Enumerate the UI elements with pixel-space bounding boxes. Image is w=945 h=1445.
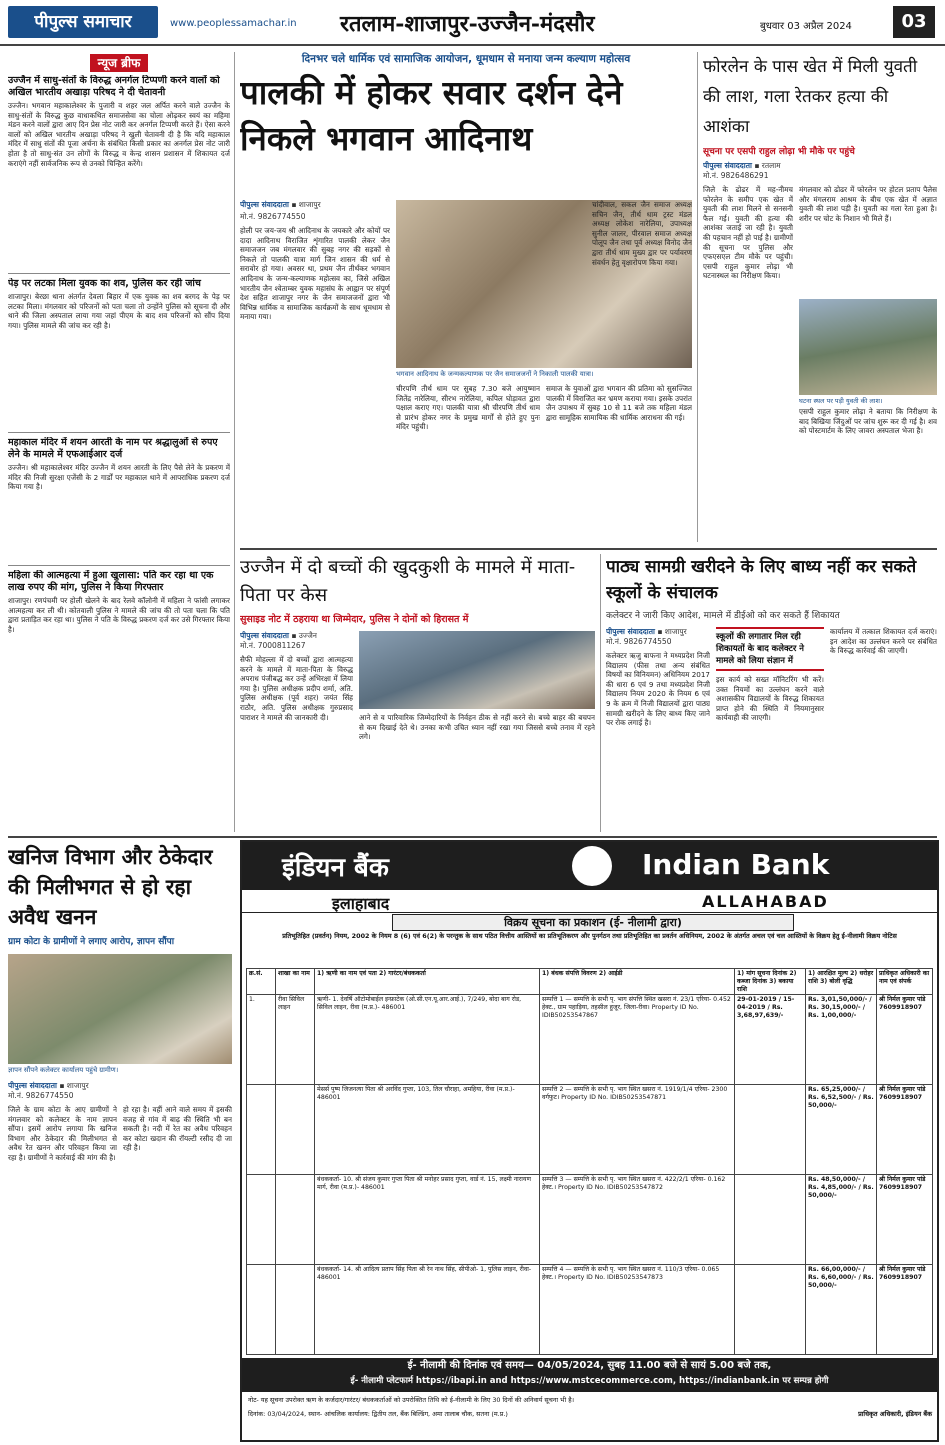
cell-branch — [276, 1265, 315, 1355]
mining-body-1: जिले के ग्राम कोटा के आए ग्रामीणों ने मंगलवार को कलेक्टर के नाम ज्ञापन सौंपा। इसमें आरोप लगाया कि खनिज विभाग और ठेकेदार की मिलीभगत से अवैध रेत खनन और परिवहन किया जा रहा है। ग्रामीणों ने कार्रवाई की मांग की है। — [8, 1105, 117, 1162]
table-row[interactable] — [247, 1175, 933, 1265]
allahabad-hindi: इलाहाबाद — [332, 894, 390, 913]
suicide-subhead: सुसाइड नोट में ठहराया था जिम्मेदार, पुलिस ने दोनों को हिरासत में — [240, 614, 469, 625]
cell-branch — [276, 1085, 315, 1175]
cell-reserve: Rs. 3,01,50,000/- / Rs. 30,15,000/- / Rs. 1,00,000/- — [806, 995, 877, 1085]
column-divider — [600, 554, 601, 832]
table-header-row — [247, 969, 933, 995]
crime-headline: फोरलेन के पास खेत में मिली युवती की लाश, गला रेतकर हत्या की आशंका — [703, 57, 918, 137]
cell-borrower: बंधककर्ता- 14. श्री आदित्य प्रताप सिंह पिता श्री रेन नाथ सिंह, सीपीओ- 1, पुलिस लाइन, रीवा- 486001 — [315, 1265, 540, 1355]
ad-signatory: प्राधिकृत अधिकारी, इंडियन बैंक — [858, 1410, 932, 1418]
cell-dates: 29-01-2019 / 15-04-2019 / Rs. 3,68,97,639/- — [735, 995, 806, 1085]
table-row[interactable] — [247, 1265, 933, 1355]
header-cell: 1) बंधक संपत्ति विवरण 2) आईडी — [540, 969, 735, 995]
cell-officer: श्री निर्मल कुमार पांडे 7609918907 — [877, 995, 933, 1085]
suicide-body-2: आने से व पारिवारिक जिम्मेदारियों के निर्वहन ठीक से नहीं करने से। बच्चे बाहर की बचपन से कम दिखाई देते थे। उनका कभी उचित ध्यान नहीं रखा गया जिससे बच्चे तनाव में रहने लगे। — [359, 713, 595, 742]
newspaper-logo[interactable]: पीपुल्स समाचार — [8, 6, 158, 38]
cell-officer: श्री निर्मल कुमार पांडे 7609918907 — [877, 1265, 933, 1355]
notice-title: विक्रय सूचना का प्रकाशन (ई- नीलामी द्वारा) — [392, 914, 794, 931]
cell-officer: श्री निर्मल कुमार पांडे 7609918907 — [877, 1175, 933, 1265]
brief-body: शाजापुर। बेरछा थाना अंतर्गत देवला बिहार में एक युवक का शव बरगद के पेड़ पर लटका मिला। मंगलवार को परिजनों को पता चला तो उन्होंने पुलिस को सूचना दी और थाने की जिला अस्पताल लाया गया जहां पीएम के बाद शव परिजनों को सौंप दिया गया। पुलिस मामले की जांच कर रही है। — [8, 292, 230, 330]
brief-body: उज्जैन। भगवान महाकालेश्वर के पुजारी व शहर जल अर्पित करने वाले उज्जैन के साधु-संतों के विरुद्ध कुछ वाधाकथित समाजसेवा का चोला ओढ़कर स्वयं का महिमा मंडन करने वालों द्वारा आए दिन प्रेस नोट जारी कर अनर्गल टिप्पणी करते हैं। ऐसा करने वालों को अखिल भारतीय अखाड़ा परिषद ने खुली चेतावनी दी है कि यदि महाकाल मंदिर में साधु संतों की पूजा अर्चना के संबंधित किसी प्रकार का अनर्गल प्रेस नोट जारी होता है तो साधु-संत उन लोगों के विरुद्ध व केन्द्र शासन प्रशासन में शिकायत दर्ज कराएंगे नहीं सार्वजनिक रूप से उनको चिन्हित करेंगे। — [8, 101, 230, 168]
schools-headline: पाठ्य सामग्री खरीदने के लिए बाध्य नहीं कर सकते स्कूलों के संचालक — [606, 557, 917, 603]
schools-body-1: कलेक्टर ऋजु बाफना ने मध्यप्रदेश निजी विद्यालय (फीस तथा अन्य संबंधित विषयों का विनियमन) अधिनियम 2017 की धारा 6 एवं 9 तथा मध्यप्रदेश निजी विद्यालय नियम 2020 के नियम 6 एवं 9 के क्रम में निजी विद्यालयों द्वारा पाठ्य सामग्री खरीदने के लिए बाध्य किए जाने पर रोक लगाई है। — [606, 651, 710, 728]
crime-body-3: एसपी राहुल कुमार लोढ़ा ने बताया कि निरीक्षण के बाद बिखिया जिंदुओं पर जांच शुरू कर दी गई है। शव को पोस्टमार्टम के लिए जावरा अस्पताल भेजा है। — [799, 407, 937, 436]
byline: पीपुल्स संवाददाता ▪ रतलाम — [703, 161, 781, 170]
lead-body-4: चांदीवाल, सकल जैन समाज अध्यक्ष सचिन जैन, तीर्थ धाम ट्रस्ट मंडल अध्यक्ष लोकेश नारेलिया, उपाध्यक्ष सुनील जालर, पीरवाल समाज अध्यक्ष पोलूप जैन तथा पूर्व अध्यक्ष विनोद जैन द्वारा तीर्थ धाम मुख्य द्वार पर पर्यावरण संवर्धन हेतु वृक्षारोपण किया गया। — [592, 200, 692, 267]
cell-borrower: मेसर्स पुष्प जिजनत्या पिता श्री अरविंद गुप्ता, 103, तिल चौराहा, अमहिया, रीवा (म.प्र.)- 486001 — [315, 1085, 540, 1175]
bank-name-hindi: इंडियन बैंक — [282, 853, 389, 883]
bank-banner — [242, 842, 937, 890]
column-divider — [234, 52, 235, 832]
brief-item[interactable] — [8, 437, 230, 566]
cell-property: सम्पत्ति 1 — सम्पत्ति के सभी पृ. भाग संपत्ति स्थित खसरा नं. 23/1 एरिया- 0.452 हेक्ट., ग्राम पहाड़िया, तहसील हुजूर, जिला-रीवा। Property ID No. IDIB50253547867 — [540, 995, 735, 1085]
cell-property: सम्पत्ति 3 — सम्पत्ति के सभी पृ. भाग स्थित खसरा नं. 422/2/1 एरिया- 0.162 हेक्ट.। Property ID No. IDIB50253547872 — [540, 1175, 735, 1265]
briefs-label: न्यूज ब्रीफ — [90, 54, 149, 72]
lead-body-2: चीरपणि तीर्थ धाम पर सुबह 7.30 बजे आयुष्मान जितेंद्र नारेलिया, सीरभ नारेलिया, कपिल घोड़ावत द्वारा पक्षाल कराए गए। पालकी यात्रा श्री चीरपणि तीर्थ धाम से प्रारंभ होकर नगर के प्रमुख मार्गों से होते हुए पुनः मंदिर पहुंची। — [396, 384, 540, 432]
cell-sn: 1. — [247, 995, 276, 1085]
cell-sn — [247, 1265, 276, 1355]
page-number: 03 — [893, 6, 935, 38]
cell-property: सम्पत्ति 2 — सम्पत्ति के सभी पृ. भाग स्थित खसरा नं. 1919/1/4 एरिया- 2300 वर्गफुट। Property ID No. IDIB50253547871 — [540, 1085, 735, 1175]
reporter-phone: मो.नं. 7000811267 — [240, 641, 306, 650]
crime-body-1: जिले के ढोढर में मह-नीमच फोरलेन के समीप एक खेत में युवती की लाश मिलने से सनसनी फैल गई। युवती की हत्या की आशंका जताई जा रही है। युवती की पहचान नहीं हो पाई है। ग्रामीणों की सूचना पर पुलिस और एफएसएल टीम मौके पर पहुंची। एसपी राहुल कुमार लोढ़ा भी घटनास्थल का निरीक्षण किया। — [703, 185, 793, 281]
byline: पीपुल्स संवाददाता ▪ शाजापुर — [240, 200, 321, 209]
mining-photo[interactable] — [8, 954, 232, 1064]
issue-date: बुधवार 03 अप्रैल 2024 — [760, 21, 852, 32]
table-row[interactable] — [247, 1085, 933, 1175]
section-rule — [8, 836, 937, 838]
schools-story[interactable] — [606, 554, 937, 834]
photo-caption: भगवान आदिनाथ के जन्मकल्याणक पर जैन समाजजनों ने निकाली पालकी यात्रा। — [396, 370, 594, 378]
suicide-story[interactable] — [240, 554, 595, 834]
auction-datetime: ई- नीलामी की दिनांक एवं समय— 04/05/2024, सुबह 11.00 बजे से सायं 5.00 बजे तक, — [407, 1360, 772, 1371]
notice-intro: प्रतिभूतिहित (प्रवर्तन) नियम, 2002 के नियम 8 (6) एवं 6(2) के परन्तुक के साथ पठित वित्तीय आस्तियों का प्रतिभूतिकरण और पुनर्गठन तथा प्रतिभूतिहित का प्रवर्तन अधिनियम, 2002 के अंतर्गत अचल एवं चल आस्तियों के विक्रय हेतु ई-नीलामी विक्रय नोटिस — [282, 932, 897, 940]
brief-item[interactable] — [8, 278, 230, 433]
header-cell: क्र.सं. — [247, 969, 276, 995]
schools-subhead: कलेक्टर ने जारी किए आदेश, मामले में डीईओ को कर सकते हैं शिकायत — [606, 611, 840, 621]
cell-officer: श्री निर्मल कुमार पांडे 7609918907 — [877, 1085, 933, 1175]
header-cell: प्राधिकृत अधिकारी का नाम एवं संपर्क — [877, 969, 933, 995]
mining-subhead: ग्राम कोटा के ग्रामीणों ने लगाए आरोप, ज्ञापन सौंपा — [8, 937, 175, 947]
header-cell: शाखा का नाम — [276, 969, 315, 995]
reporter-phone: मो.नं. 9826774550 — [240, 212, 306, 221]
brief-body: उज्जैन। श्री महाकालेश्वर मंदिर उज्जैन में शयन आरती के लिए पैसे लेने के प्रकरण में मंदिर की निजी सुरक्षा एजेंसी के 2 गार्डों पर महाकाल थाने में आपराधिक प्रकरण दर्ज किया गया है। — [8, 463, 230, 492]
cell-reserve: Rs. 65,25,000/- / Rs. 6,52,500/- / Rs. 50,000/- — [806, 1085, 877, 1175]
schools-pullquote: स्कूलों की लगातार मिल रही शिकायतों के बाद कलेक्टर ने मामले को लिया संज्ञान में — [716, 627, 824, 671]
masthead — [0, 0, 945, 46]
reporter-phone: मो.नं. 9826774550 — [8, 1091, 74, 1100]
lead-body-1: होली पर जय-जय श्री आदिनाथ के जयकारे और कोयों पर दादा आदिनाथ विराजित शृंगारित पालकी लेकर जैन समाजजन जब मंगलवार की सुबह नगर की सड़कों से निकले तो पालकी यात्रा मार्ग जिन शासन की धर्म से सरावोर हो गया। अवसर था, प्रथम जैन तीर्थंकर भगवान आदिनाथ के जन्म-कल्याणक महोत्सव का, जिसे अखिल भारतीय जैन श्वेताम्बर युवक महासंघ के आह्वान पर संपूर्ण देश सहित शाजापुर नगर के जैन समाजजनों द्वारा भी विभिन्न धार्मिक व सामाजिक कार्यक्रमों के साथ धूमधाम से मनाया गया। — [240, 226, 390, 322]
cell-sn — [247, 1175, 276, 1265]
auction-table — [246, 968, 933, 1356]
cell-property: सम्पत्ति 4 — सम्पत्ति के सभी पृ. भाग स्थित खसरा नं. 110/3 एरिया- 0.065 हेक्ट.। Property ID No. IDIB50253547873 — [540, 1265, 735, 1355]
website-url[interactable]: www.peoplessamachar.in — [170, 18, 297, 29]
schools-body-2: इस कार्य को सख्त मॉनिटरिंग भी करें। उक्त नियमों का उल्लंघन करने वाले अशासकीय विद्यालयों के विरुद्ध शिकायत प्राप्त होने की स्थिति में नियमानुसार कार्यवाही की जाएगी। — [716, 675, 824, 723]
cell-dates — [735, 1085, 806, 1175]
cell-branch — [276, 1175, 315, 1265]
ad-note: नोट- यह सूचना उपरोक्त ऋण के कर्जदार/गारंटर/ बंधककर्ताओं को उपरोक्तित तिथि को ई-नीलामी के लिए 30 दिनों की अनिवार्य सूचना भी है। — [248, 1396, 575, 1404]
schools-body-3: कार्यालय में तत्काल शिकायत दर्ज कराएं। इन आदेश का उल्लंघन करने पर संबंधित के विरुद्ध कार्रवाई की जाएगी। — [830, 627, 937, 656]
reporter-phone: मो.नं. 9826486291 — [703, 171, 769, 180]
bank-name-english: Indian Bank — [642, 848, 830, 881]
edition-title: रतलाम-शाजापुर-उज्जैन-मंदसौर — [340, 11, 595, 37]
cell-borrower: बंधककर्ता- 10. श्री संजय कुमार गुप्ता पिता श्री मनोहर प्रसाद गुप्ता, वार्ड नं. 15, लक्ष्मी नारायण मार्ग, रीवा (म.प्र.)- 486001 — [315, 1175, 540, 1265]
indian-bank-ad[interactable] — [240, 840, 939, 1442]
bank-logo-icon — [572, 846, 612, 886]
column-divider — [697, 52, 698, 542]
cell-dates — [735, 1175, 806, 1265]
lead-kicker: दिनभर चले धार्मिक एवं सामाजिक आयोजन, धूमधाम से मनाया जन्म कल्याण महोत्सव — [301, 53, 631, 65]
byline: पीपुल्स संवाददाता ▪ शाजापुर — [606, 627, 687, 636]
suicide-headline: उज्जैन में दो बच्चों की खुदकुशी के मामले में माता-पिता पर केस — [240, 557, 576, 606]
news-briefs — [8, 52, 230, 824]
suicide-body-1: सैफी मोहल्ला में दो बच्चों द्वारा आत्महत्या करने के मामले में माता-पिता के विरुद्ध अपराध पंजीबद्ध कर उन्हें अभिरक्षा में लिया गया है। पुलिस अधीक्षक प्रदीप शर्मा, अति. पुलिस अधीक्षक (पूर्व शहर) जयंत सिंह राठौर, अति. पुलिस अधीक्षक गुरुप्रसाद पाराशर ने मामले की जानकारी दी। — [240, 655, 353, 722]
brief-headline: महिला की आत्महत्या में हुआ खुलासा: पति कर रहा था एक लाख रुपए की मांग, पुलिस ने किया गिरफ्तार — [8, 570, 214, 593]
byline: पीपुल्स संवाददाता ▪ शाजापुर — [8, 1081, 89, 1090]
brief-item[interactable] — [8, 570, 230, 824]
allahabad-english: ALLAHABAD — [702, 892, 829, 911]
byline: पीपुल्स संवाददाता ▪ उज्जैन — [240, 631, 317, 640]
crime-caption: घटना स्थल पर पड़ी युवती की लाश। — [799, 397, 883, 405]
lead-headline: पालकी में होकर सवार दर्शन देने निकले भगवान आदिनाथ — [240, 73, 623, 158]
cell-reserve: Rs. 48,50,000/- / Rs. 4,85,000/- / Rs. 50,000/- — [806, 1175, 877, 1265]
header-cell: 1) आरक्षित मूल्य 2) धरोहर राशि 3) बोली वृद्धि — [806, 969, 877, 995]
crime-body-2: मंगलवार को ढोढर में फोरलेन पर होटल प्रताप पैलेस और मंगलराम आश्रम के बीच एक खेत में अज्ञात युवती की लाश पड़ी है। युवती का गला रेता हुआ है। शरीर पर चोट के निशान भी मिले हैं। — [799, 185, 937, 223]
crime-photo[interactable] — [799, 299, 937, 395]
mining-body-2: हो रहा है। वहीं आने वाले समय में इसकी वजह से गांव में बाढ़ की स्थिति भी बन सकती है। नदी में रेत का अवैध परिवहन कर कोटा खदान की रॉयल्टी रसीद दी जा रही है। — [123, 1105, 232, 1153]
brief-item[interactable] — [8, 75, 230, 274]
auction-date-strip — [242, 1358, 937, 1392]
crime-story[interactable] — [703, 52, 937, 544]
cell-branch: रीवा सिविल लाइन — [276, 995, 315, 1085]
table-row[interactable] — [247, 995, 933, 1085]
lead-body-3: समाज के युवाओं द्वारा भगवान की प्रतिमा को सुसज्जित पालकी में विराजित कर भ्रमण कराया गया। इसके उपरांत जैन उपाश्रय में सुबह 10 से 11 बजे तक महिला मंडल द्वारा सामूहिक सामायिक की धार्मिक आराधना की गई। — [546, 384, 692, 422]
mining-caption: ज्ञापन सौंपने कलेक्टर कार्यालय पहुंचे ग्रामीण। — [8, 1066, 119, 1074]
brief-headline: महाकाल मंदिर में शयन आरती के नाम पर श्रद्धालुओं से रुपए लेने के मामले में एफआईआर दर्ज — [8, 437, 218, 460]
header-cell: 1) मांग सूचना दिनांक 2) कब्जा दिनांक 3) बकाया राशि — [735, 969, 806, 995]
ad-place-date: दिनांक: 03/04/2024, स्थान- आंचलिक कार्यालय: द्वितीय तल, बैंक बिल्डिंग, अमा तालाब चौक, सतना (म.प्र.) — [248, 1410, 508, 1418]
header-cell: 1) ऋणी का नाम एवं पता 2) गारंटर/बंधककर्ता — [315, 969, 540, 995]
section-rule — [240, 548, 937, 550]
allahabad-strip — [242, 890, 937, 913]
reporter-phone: मो.नं. 9826774550 — [606, 637, 672, 646]
cell-reserve: Rs. 66,00,000/- / Rs. 6,60,000/- / Rs. 50,000/- — [806, 1265, 877, 1355]
cell-dates — [735, 1265, 806, 1355]
crime-subhead: सूचना पर एसपी राहुल लोढ़ा भी मौके पर पहुंचे — [703, 147, 855, 157]
brief-body: शाजापुर। रणपंचमी पर होली खेलने के बाद रेलवे कॉलोनी में महिला ने फांसी लगाकर आत्महत्या कर ली थी। कोतवाली पुलिस ने मामले की जांच की तो पता चला कि पति द्वारा प्रताड़ित कर रहा था। पुलिस ने पति के विरुद्ध प्रकरण दर्ज कर उसे गिरफ्तार किया है। — [8, 596, 230, 634]
auction-platform[interactable]: ई- नीलामी प्लेटफार्म https://ibapi.in and https://www.mstcecommerce.com, https://indianbank.in पर सम्पन्न होगी — [350, 1376, 829, 1386]
brief-headline: उज्जैन में साधु-संतों के विरुद्ध अनर्गल टिप्पणी करने वालों को अखिल भारतीय अखाड़ा परिषद ने दी चेतावनी — [8, 75, 220, 98]
mining-story[interactable] — [8, 842, 232, 1440]
mining-headline: खनिज विभाग और ठेकेदार की मिलीभगत से हो रहा अवैध खनन — [8, 844, 213, 929]
cell-sn — [247, 1085, 276, 1175]
suicide-photo[interactable] — [359, 631, 595, 709]
cell-borrower: ऋणी- 1. देवर्षि ऑटोमोबाईल इन्फ्राटेक (ओ.सी.एन.यू.आर.आई.), 7/249, बोदा बाग रोड, सिविल लाइन, रीवा (म.प्र.)- 486001 — [315, 995, 540, 1085]
brief-headline: पेड़ पर लटका मिला युवक का शव, पुलिस कर रही जांच — [8, 278, 201, 289]
